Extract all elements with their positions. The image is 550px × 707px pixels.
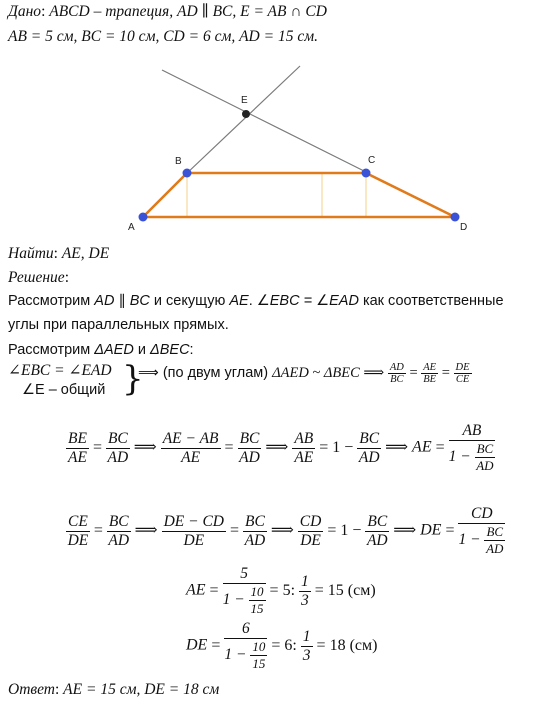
find-line: Найти: AE, DE	[8, 245, 110, 262]
solution-text: .	[248, 293, 257, 309]
solution-label: Решение	[8, 269, 65, 286]
condition-1: ∠EBC = ∠EAD	[8, 362, 112, 379]
solution-math: ΔBEC	[150, 342, 190, 358]
point-b	[183, 169, 192, 178]
solution-text: и	[133, 342, 150, 358]
similarity-conclusion: ⟹ (по двум углам) ΔAED ~ ΔBEC ⟹ $\frac{AD}{BC}$ = $\frac{AE}{BE}$ = $\frac{DE}{CE}$	[138, 362, 470, 385]
de-computation: DE = 6 1 − $\frac{10}{15}$ = 6: $\frac{1}{3}$ = 18 (см)	[186, 620, 378, 671]
condition-2: ∠E – общий	[22, 382, 106, 398]
fraction: $\frac{AD}{BC}$	[389, 362, 404, 385]
point-d	[451, 213, 460, 222]
given-line: Дано: ABCD – трапеция, AD ∥ BC, E = AB ∩ CD	[8, 3, 327, 20]
ray-ce	[162, 70, 368, 173]
solution-line-2: углы при параллельных прямых.	[8, 317, 229, 333]
figure-hatch	[187, 173, 366, 217]
solution-math: AD ∥ BC	[94, 293, 150, 309]
point-e	[242, 110, 250, 118]
label-d: D	[460, 222, 468, 233]
given-lengths: AB = 5 см, BC = 10 см, CD = 6 см, AD = 15 см.	[8, 28, 318, 45]
fraction: $\frac{AE}{BE}$	[423, 362, 437, 385]
point-c	[362, 169, 371, 178]
ae-derivation: $\frac{BE}{AE}$ = $\frac{BC}{AD}$ ⟹ $\frac{AE - AB}{AE}$ = $\frac{BC}{AD}$ ⟹ $\frac{AB}{AE}$ = 1 − $\frac{BC}{AD}$ ⟹ AE = AB 1 − $\frac{BC}{AD}$	[68, 422, 494, 473]
fraction: $\frac{DE}{CE}$	[455, 362, 470, 385]
solution-math: AE	[229, 293, 249, 309]
label-c: C	[368, 155, 376, 166]
trapezoid	[143, 173, 455, 217]
point-a	[139, 213, 148, 222]
label-b: B	[175, 156, 182, 167]
conclusion-text: ⟹ (по двум углам)	[138, 364, 273, 381]
ae-computation: AE = 5 1 − $\frac{10}{15}$ = 5: $\frac{1}{3}$ = 15 (см)	[186, 565, 376, 616]
solution-text: Рассмотрим	[8, 342, 95, 358]
answer-text: AE = 15 см, DE = 18 см	[63, 681, 220, 698]
find-text: AE, DE	[61, 245, 110, 262]
solution-line-1	[8, 291, 504, 311]
conclusion-math: ΔAED ~ ΔBEC ⟹	[272, 364, 385, 381]
ray-be	[185, 66, 300, 175]
solution-math: ΔAED	[94, 342, 134, 358]
given-label: Дано	[8, 3, 42, 20]
solution-math: ∠EBC = ∠EAD	[256, 293, 359, 309]
label-e: E	[241, 95, 248, 106]
solution-text: :	[189, 342, 194, 358]
system-brace: }	[122, 359, 144, 399]
answer-line: Ответ: AE = 15 см, DE = 18 см	[8, 681, 220, 698]
solution-text: Рассмотрим	[8, 293, 95, 309]
given-statement: ABCD – трапеция, AD ∥ BC, E = AB ∩ CD	[49, 3, 327, 20]
solution-heading: Решение:	[8, 269, 69, 286]
solution-text: и секущую	[149, 293, 230, 309]
answer-label: Ответ	[8, 681, 55, 698]
de-derivation: $\frac{CE}{DE}$ = $\frac{BC}{AD}$ ⟹ $\frac{DE - CD}{DE}$ = $\frac{BC}{AD}$ ⟹ $\frac{CD}{DE}$ = 1 − $\frac{BC}{AD}$ ⟹ DE = CD 1 − $\frac{BC}{AD}$	[67, 505, 504, 556]
solution-line-3	[8, 340, 194, 360]
label-a: A	[128, 222, 135, 233]
solution-text: как соответственные	[358, 293, 504, 309]
find-label: Найти	[8, 245, 54, 262]
